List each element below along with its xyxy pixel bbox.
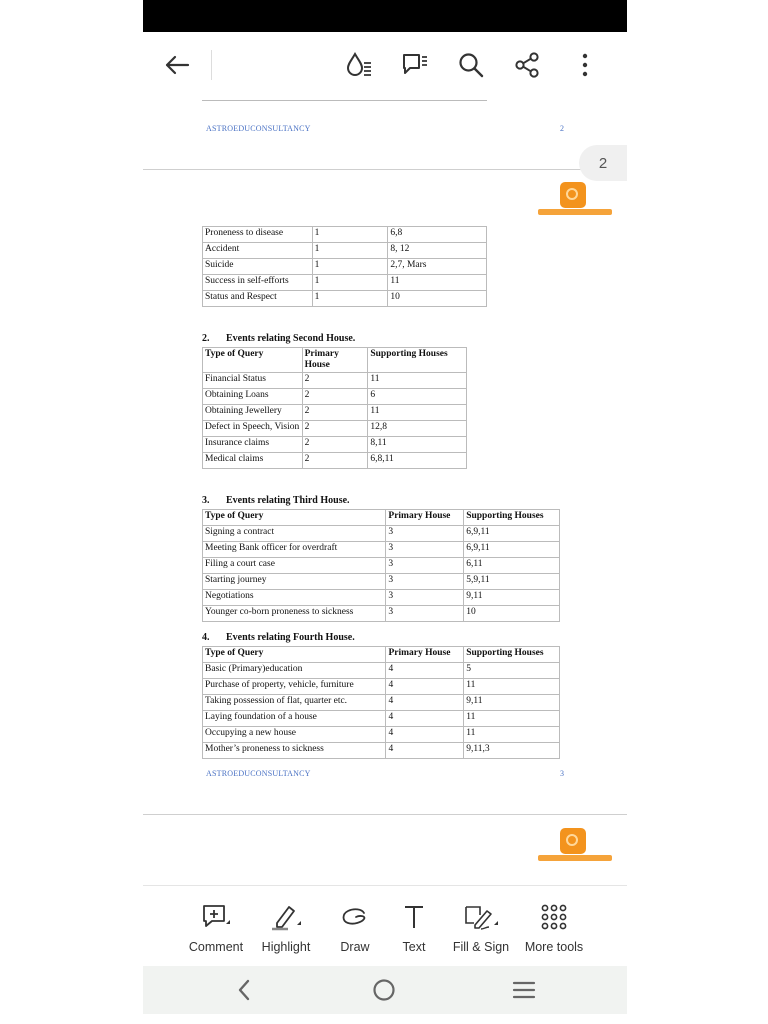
table-cell: 5,9,11 xyxy=(464,574,560,590)
highlight-pen-icon xyxy=(246,900,326,934)
home-circle-icon[interactable] xyxy=(369,976,399,1004)
phone-screen xyxy=(143,0,627,1014)
table-row xyxy=(203,558,560,574)
grid-dots-icon xyxy=(514,900,594,934)
back-arrow-icon[interactable] xyxy=(161,49,193,81)
bottom-tools-bar xyxy=(143,885,627,967)
top-toolbar xyxy=(143,32,627,98)
footer-page-number: 3 xyxy=(560,769,564,778)
tool-fill-sign[interactable] xyxy=(441,900,521,954)
table-cell: Signing a contract xyxy=(203,526,386,542)
first-house-table xyxy=(202,226,487,307)
section-heading: 4. Events relating Fourth House. xyxy=(202,632,355,643)
third-house-table xyxy=(202,509,560,622)
table-cell: 2 xyxy=(302,421,368,437)
table-header-row xyxy=(203,510,560,526)
page-separator xyxy=(143,814,627,815)
table-cell: 11 xyxy=(464,711,560,727)
table-row xyxy=(203,663,560,679)
tool-label: Highlight xyxy=(261,940,311,954)
tool-highlight[interactable] xyxy=(246,900,326,954)
table-cell: Filing a court case xyxy=(203,558,386,574)
table-cell: 6 xyxy=(368,389,467,405)
status-bar xyxy=(143,0,627,32)
table-cell: Younger co-born proneness to sickness xyxy=(203,606,386,622)
section-heading: 3. Events relating Third House. xyxy=(202,495,350,506)
table-cell: 6,8 xyxy=(388,227,487,243)
tool-comment[interactable] xyxy=(176,900,256,954)
table-cell: 1 xyxy=(312,259,388,275)
table-cell: 1 xyxy=(312,243,388,259)
table-cell: 8,11 xyxy=(368,437,467,453)
table-cell: 11 xyxy=(388,275,487,291)
table-row xyxy=(203,405,467,421)
table-cell: Suicide xyxy=(203,259,313,275)
footer-brand: ASTROEDUCONSULTANCY xyxy=(206,769,311,778)
table-row xyxy=(203,526,560,542)
table-row xyxy=(203,453,467,469)
table-cell: 10 xyxy=(388,291,487,307)
page-separator xyxy=(143,169,627,170)
table-header-row xyxy=(203,647,560,663)
tool-label: Draw xyxy=(340,940,370,954)
table-cell: 10 xyxy=(464,606,560,622)
table-cell: 6,9,11 xyxy=(464,542,560,558)
table-header-cell: Primary House xyxy=(386,510,464,526)
liquid-mode-icon[interactable] xyxy=(343,49,375,81)
footer-page-number: 2 xyxy=(560,124,564,133)
table-row xyxy=(203,606,560,622)
table-cell: Starting journey xyxy=(203,574,386,590)
table-row xyxy=(203,373,467,389)
table-row xyxy=(203,437,467,453)
table-cell: 3 xyxy=(386,606,464,622)
table-row xyxy=(203,695,560,711)
recents-menu-icon[interactable] xyxy=(509,976,539,1004)
fourth-house-table xyxy=(202,646,560,759)
table-row xyxy=(203,259,487,275)
table-row xyxy=(203,727,560,743)
table-cell: Laying foundation of a house xyxy=(203,711,386,727)
table-cell: 4 xyxy=(386,663,464,679)
table-cell: Taking possession of flat, quarter etc. xyxy=(203,695,386,711)
table-row xyxy=(203,243,487,259)
table-cell: Meeting Bank officer for overdraft xyxy=(203,542,386,558)
tool-label: Fill & Sign xyxy=(452,940,510,954)
table-cell: Mother’s proneness to sickness xyxy=(203,743,386,759)
table-cell: Defect in Speech, Vision xyxy=(203,421,303,437)
table-cell: 4 xyxy=(386,711,464,727)
table-cell: 11 xyxy=(368,373,467,389)
table-header-cell: Primary House xyxy=(386,647,464,663)
table-cell: Medical claims xyxy=(203,453,303,469)
table-row xyxy=(203,421,467,437)
table-header-cell: Type of Query xyxy=(203,348,303,373)
table-cell: 6,8,11 xyxy=(368,453,467,469)
table-cell: 2,7, Mars xyxy=(388,259,487,275)
toolbar-divider xyxy=(211,50,212,80)
table-row xyxy=(203,227,487,243)
section-heading: 2. Events relating Second House. xyxy=(202,333,356,344)
table-cell: 11 xyxy=(464,679,560,695)
share-icon[interactable] xyxy=(511,49,543,81)
tool-label: Text xyxy=(402,940,426,954)
table-cell: 1 xyxy=(312,227,388,243)
table-row xyxy=(203,711,560,727)
table-cell: 3 xyxy=(386,574,464,590)
astro-edu-logo xyxy=(538,828,612,864)
table-row xyxy=(203,542,560,558)
table-cell: Success in self-efforts xyxy=(203,275,313,291)
table-cell: 11 xyxy=(464,727,560,743)
tool-more-tools[interactable] xyxy=(514,900,594,954)
table-row xyxy=(203,389,467,405)
table-cell: Insurance claims xyxy=(203,437,303,453)
document-view[interactable] xyxy=(143,98,627,885)
table-header-cell: Type of Query xyxy=(203,510,386,526)
table-cell: 12,8 xyxy=(368,421,467,437)
table-header-cell: Supporting Houses xyxy=(368,348,467,373)
table-cell: Occupying a new house xyxy=(203,727,386,743)
comment-list-icon[interactable] xyxy=(399,49,431,81)
table-cell: 4 xyxy=(386,679,464,695)
table-row xyxy=(203,590,560,606)
table-cell: 2 xyxy=(302,453,368,469)
table-cell: Obtaining Loans xyxy=(203,389,303,405)
second-house-table xyxy=(202,347,467,469)
table-cell: 6,9,11 xyxy=(464,526,560,542)
table-cell: 9,11,3 xyxy=(464,743,560,759)
table-cell: 9,11 xyxy=(464,590,560,606)
table-row xyxy=(203,574,560,590)
more-vertical-icon[interactable] xyxy=(569,49,601,81)
table-cell: 3 xyxy=(386,526,464,542)
table-header-cell: Primary House xyxy=(302,348,368,373)
table-header-row xyxy=(203,348,467,373)
table-cell: 1 xyxy=(312,291,388,307)
tool-label: More tools xyxy=(524,940,584,954)
table-cell: 3 xyxy=(386,590,464,606)
table-cell: 3 xyxy=(386,558,464,574)
back-chevron-icon[interactable] xyxy=(229,976,259,1004)
table-cell: 2 xyxy=(302,437,368,453)
table-header-cell: Supporting Houses xyxy=(464,647,560,663)
tool-label: Comment xyxy=(188,940,244,954)
table-header-cell: Supporting Houses xyxy=(464,510,560,526)
table-cell: 3 xyxy=(386,542,464,558)
table-cell: Basic (Primary)education xyxy=(203,663,386,679)
table-cell: 4 xyxy=(386,727,464,743)
footer-brand: ASTROEDUCONSULTANCY xyxy=(206,124,311,133)
fill-sign-icon xyxy=(441,900,521,934)
astro-edu-logo xyxy=(538,182,612,218)
table-cell: 2 xyxy=(302,373,368,389)
search-icon[interactable] xyxy=(455,49,487,81)
table-cell: Financial Status xyxy=(203,373,303,389)
table-cell: Status and Respect xyxy=(203,291,313,307)
system-nav-bar xyxy=(143,966,627,1014)
comment-add-icon xyxy=(176,900,256,934)
table-row xyxy=(203,291,487,307)
table-cell: 4 xyxy=(386,695,464,711)
table-cell: 1 xyxy=(312,275,388,291)
table-cell: 8, 12 xyxy=(388,243,487,259)
table-cell: 5 xyxy=(464,663,560,679)
table-cell: 4 xyxy=(386,743,464,759)
page-number-badge[interactable]: 2 xyxy=(579,145,627,181)
table-cell: Purchase of property, vehicle, furniture xyxy=(203,679,386,695)
table-cell: 6,11 xyxy=(464,558,560,574)
table-cell: Accident xyxy=(203,243,313,259)
table-cell: Obtaining Jewellery xyxy=(203,405,303,421)
table-cell: 2 xyxy=(302,389,368,405)
table-cell: Proneness to disease xyxy=(203,227,313,243)
table-cell: 9,11 xyxy=(464,695,560,711)
table-row xyxy=(203,743,560,759)
table-header-cell: Type of Query xyxy=(203,647,386,663)
table-row xyxy=(203,679,560,695)
table-edge xyxy=(202,100,487,101)
table-cell: 11 xyxy=(368,405,467,421)
table-cell: 2 xyxy=(302,405,368,421)
table-row xyxy=(203,275,487,291)
table-cell: Negotiations xyxy=(203,590,386,606)
